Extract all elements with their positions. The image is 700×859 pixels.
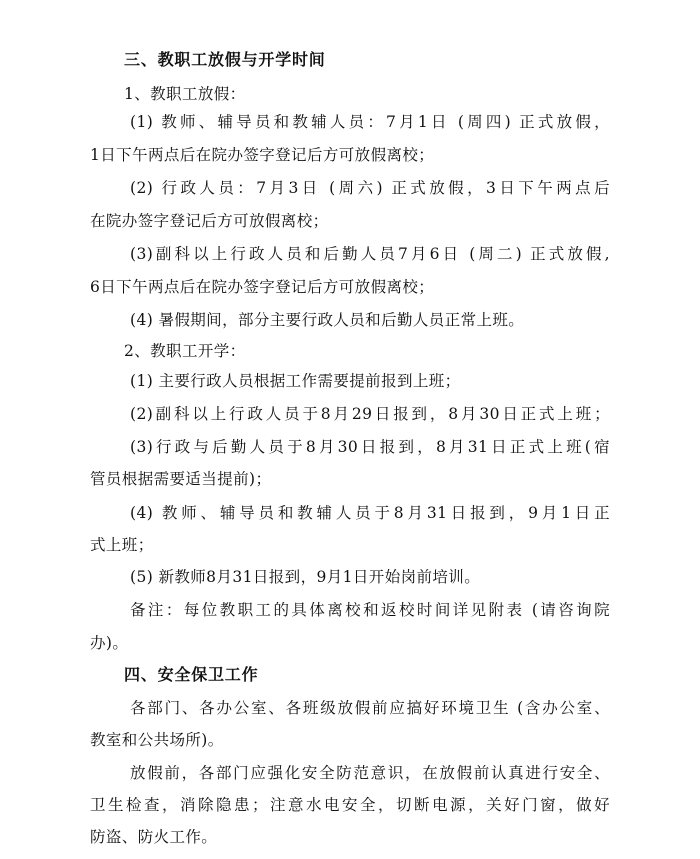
opening-item-1: (1) 主要行政人员根据工作需要提前报到上班； <box>130 372 461 390</box>
holiday-item-2-line-1: (2) 行政人员：7月3日 (周六) 正式放假，3日下午两点后 <box>130 179 610 197</box>
holiday-item-3-line-1: (3)副科以上行政人员和后勤人员7月6日 (周二) 正式放假, <box>130 245 610 263</box>
holiday-item-3-line-2: 6日下午两点后在院办签字登记后方可放假离校； <box>90 278 435 296</box>
section-4-heading: 四、安全保卫工作 <box>124 665 259 684</box>
note-line-1: 备注：每位教职工的具体离校和返校时间详见附表 (请咨询院 <box>130 601 610 619</box>
opening-item-4-line-2: 式上班； <box>90 536 154 554</box>
section-4-para-2-line-3: 防盗、防火工作。 <box>90 828 218 846</box>
holiday-item-1-line-2: 1日下午两点后在院办签字登记后方可放假离校； <box>90 146 435 164</box>
opening-subtitle: 2、教职工开学： <box>124 342 246 360</box>
section-4-para-1-line-1: 各部门、各办公室、各班级放假前应搞好环境卫生 (含办公室、 <box>130 699 610 717</box>
holiday-item-2-line-2: 在院办签字登记后方可放假离校； <box>90 212 329 230</box>
section-4-para-2-line-2: 卫生检查，消除隐患；注意水电安全，切断电源，关好门窗，做好 <box>90 796 610 814</box>
opening-item-3-line-1: (3)行政与后勤人员于8月30日报到，8月31日正式上班(宿 <box>130 438 610 456</box>
section-4-para-2-line-1: 放假前，各部门应强化安全防范意识，在放假前认真进行安全、 <box>130 764 610 782</box>
section-3-heading: 三、教职工放假与开学时间 <box>124 50 326 69</box>
opening-item-3-line-2: 管员根据需要适当提前)； <box>90 470 272 488</box>
opening-item-5: (5) 新教师8月31日报到，9月1日开始岗前培训。 <box>130 568 481 586</box>
opening-item-2: (2)副科以上行政人员于8月29日报到，8月30日正式上班； <box>130 405 610 423</box>
holiday-subtitle: 1、教职工放假： <box>124 85 246 103</box>
holiday-item-1-line-1: (1) 教师、辅导员和教辅人员：7月1日 (周四) 正式放假， <box>130 113 610 131</box>
section-4-para-1-line-2: 教室和公共场所)。 <box>90 731 224 749</box>
opening-item-4-line-1: (4) 教师、辅导员和教辅人员于8月31日报到，9月1日正 <box>130 504 610 522</box>
holiday-item-4: (4) 暑假期间，部分主要行政人员和后勤人员正常上班。 <box>130 311 525 329</box>
note-line-2: 办)。 <box>90 634 129 652</box>
